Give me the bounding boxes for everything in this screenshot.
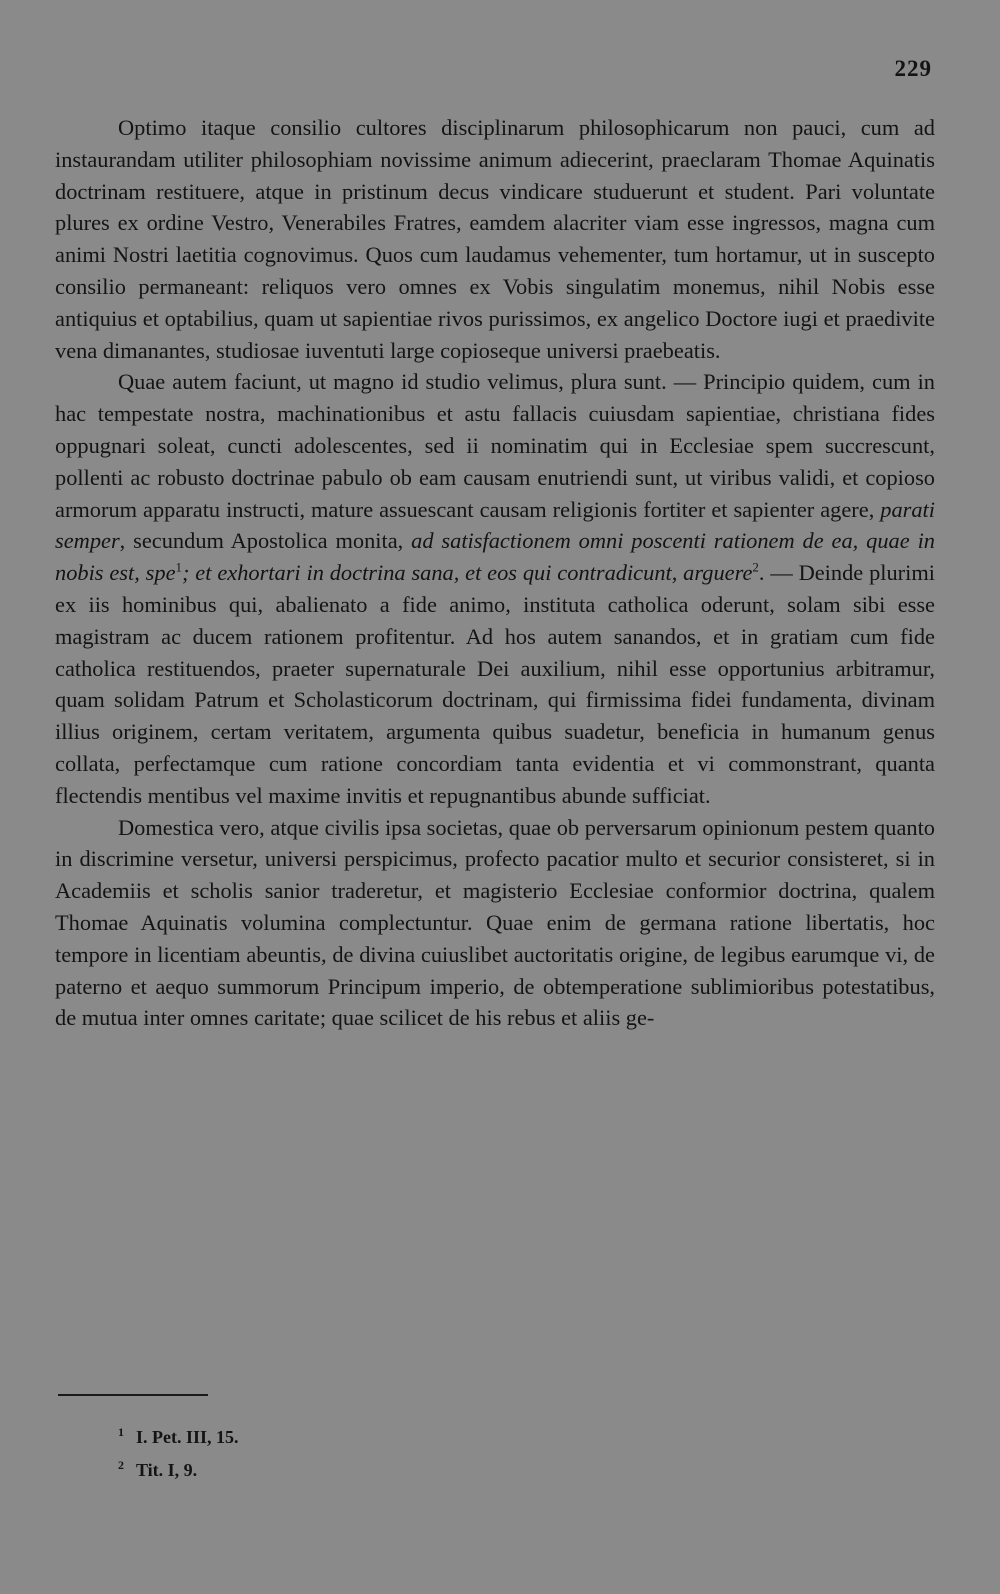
paragraph bbox=[55, 366, 935, 811]
italic-text: ad satisfactionem omni poscenti rationem de ea, quae in nobis est, spe bbox=[55, 528, 935, 586]
paragraph bbox=[55, 112, 935, 366]
footnote-mark: 1 bbox=[118, 1425, 124, 1439]
body-text bbox=[55, 112, 935, 1034]
footnote-1 bbox=[118, 1418, 239, 1451]
footnotes bbox=[118, 1418, 239, 1484]
text-run: , secundum Apostolica monita, bbox=[119, 528, 412, 554]
footnote-text: I. Pet. III, 15. bbox=[136, 1427, 239, 1447]
footnote-2 bbox=[118, 1451, 239, 1484]
italic-text: parati semper bbox=[55, 496, 935, 554]
paragraph bbox=[55, 812, 935, 1035]
text-run: . — Deinde plurimi ex iis hominibus qui, abalienato a fide animo, instituta catholica oderunt, solam sibi esse magistram ac ducem rationem profitentur. Ad hos autem sanandos, et in gratiam cum fide catholica restituendos, praeter supernaturale Dei auxilium, nihil esse opportunius arbitramur, quam solidam Patrum et Scholasticorum doctrinam, qui firmissima fidei fundamenta, divinam illius originem, certam veritatem, argumenta quibus suadetur, beneficia in humanum genus collata, perfectamque cum ratione concordiam tanta evidentia et vi commonstrant, quanta flectendis mentibus vel maxime invitis et repugnantibus abunde sufficiat. bbox=[55, 560, 935, 808]
italic-text: exhortari in doctrina sana, et eos qui contradicunt, arguere bbox=[217, 560, 753, 586]
footnote-ref: 2 bbox=[752, 559, 759, 575]
text-run: Optimo itaque consilio cultores disciplinarum philosophicarum non pauci, cum ad instaurandam utiliter philosophiam novissime animum adiecerint, praeclaram Thomae Aquinatis doctrinam restituere, atque in pristinum decus vindicare studuerunt et student. Pari voluntate plures ex ordine Vestro, Venerabiles Fratres, eamdem alacriter viam esse ingressos, magna cum animi Nostri laetitia cognovimus. Quos cum laudamus vehementer, tum hortamur, ut in suscepto consilio permaneant: reliquos vero omnes ex Vobis singulatim monemus, nihil Nobis esse antiquius et optabilius, quam ut sapientiae rivos purissimos, ex angelico Doctore iugi et praedivite vena dimanantes, studiosae iuventuti large copioseque universi praebeatis. bbox=[55, 115, 935, 363]
text-run: Domestica vero, atque civilis ipsa societas, quae ob perversarum opinionum pestem quanto in discrimine versetur, universi perspicimus, profecto pacatior multo et securior consisteret, si in Academiis et scholis sanior traderetur, et magisterio Ecclesiae conformior doctrina, qualem Thomae Aquinatis volumina complectuntur. Quae enim de germana ratione libertatis, hoc tempore in licentiam abeuntis, de divina cuiuslibet auctoritatis origine, de legibus earumque vi, de paterno et aequo summorum Principum imperio, de obtemperatione sublimioribus potestatibus, de mutua inter omnes caritate; quae scilicet de his rebus et aliis ge- bbox=[55, 814, 935, 1031]
text-run: Quae autem faciunt, ut magno id studio velimus, plura sunt. — Principio quidem, cum in hac tempestate nostra, machinationibus et astu fallacis cuiusdam sapientiae, christiana fides oppugnari soleat, cuncti adolescentes, sed ii nominatim qui in Ecclesiae spem succrescunt, pollenti ac robusto doctrinae pabulo ob eam causam enutriendi sunt, ut viribus validi, et copioso armorum apparatu instructi, mature assuescant causam religionis fortiter et sapienter agere, bbox=[55, 369, 935, 522]
page-number: 229 bbox=[894, 56, 932, 81]
footnote-mark: 2 bbox=[118, 1458, 124, 1472]
italic-text: ; et bbox=[182, 560, 218, 586]
footnote-text: Tit. I, 9. bbox=[136, 1460, 198, 1480]
footnote-ref: 1 bbox=[175, 559, 183, 575]
footnote-rule bbox=[58, 1394, 208, 1396]
